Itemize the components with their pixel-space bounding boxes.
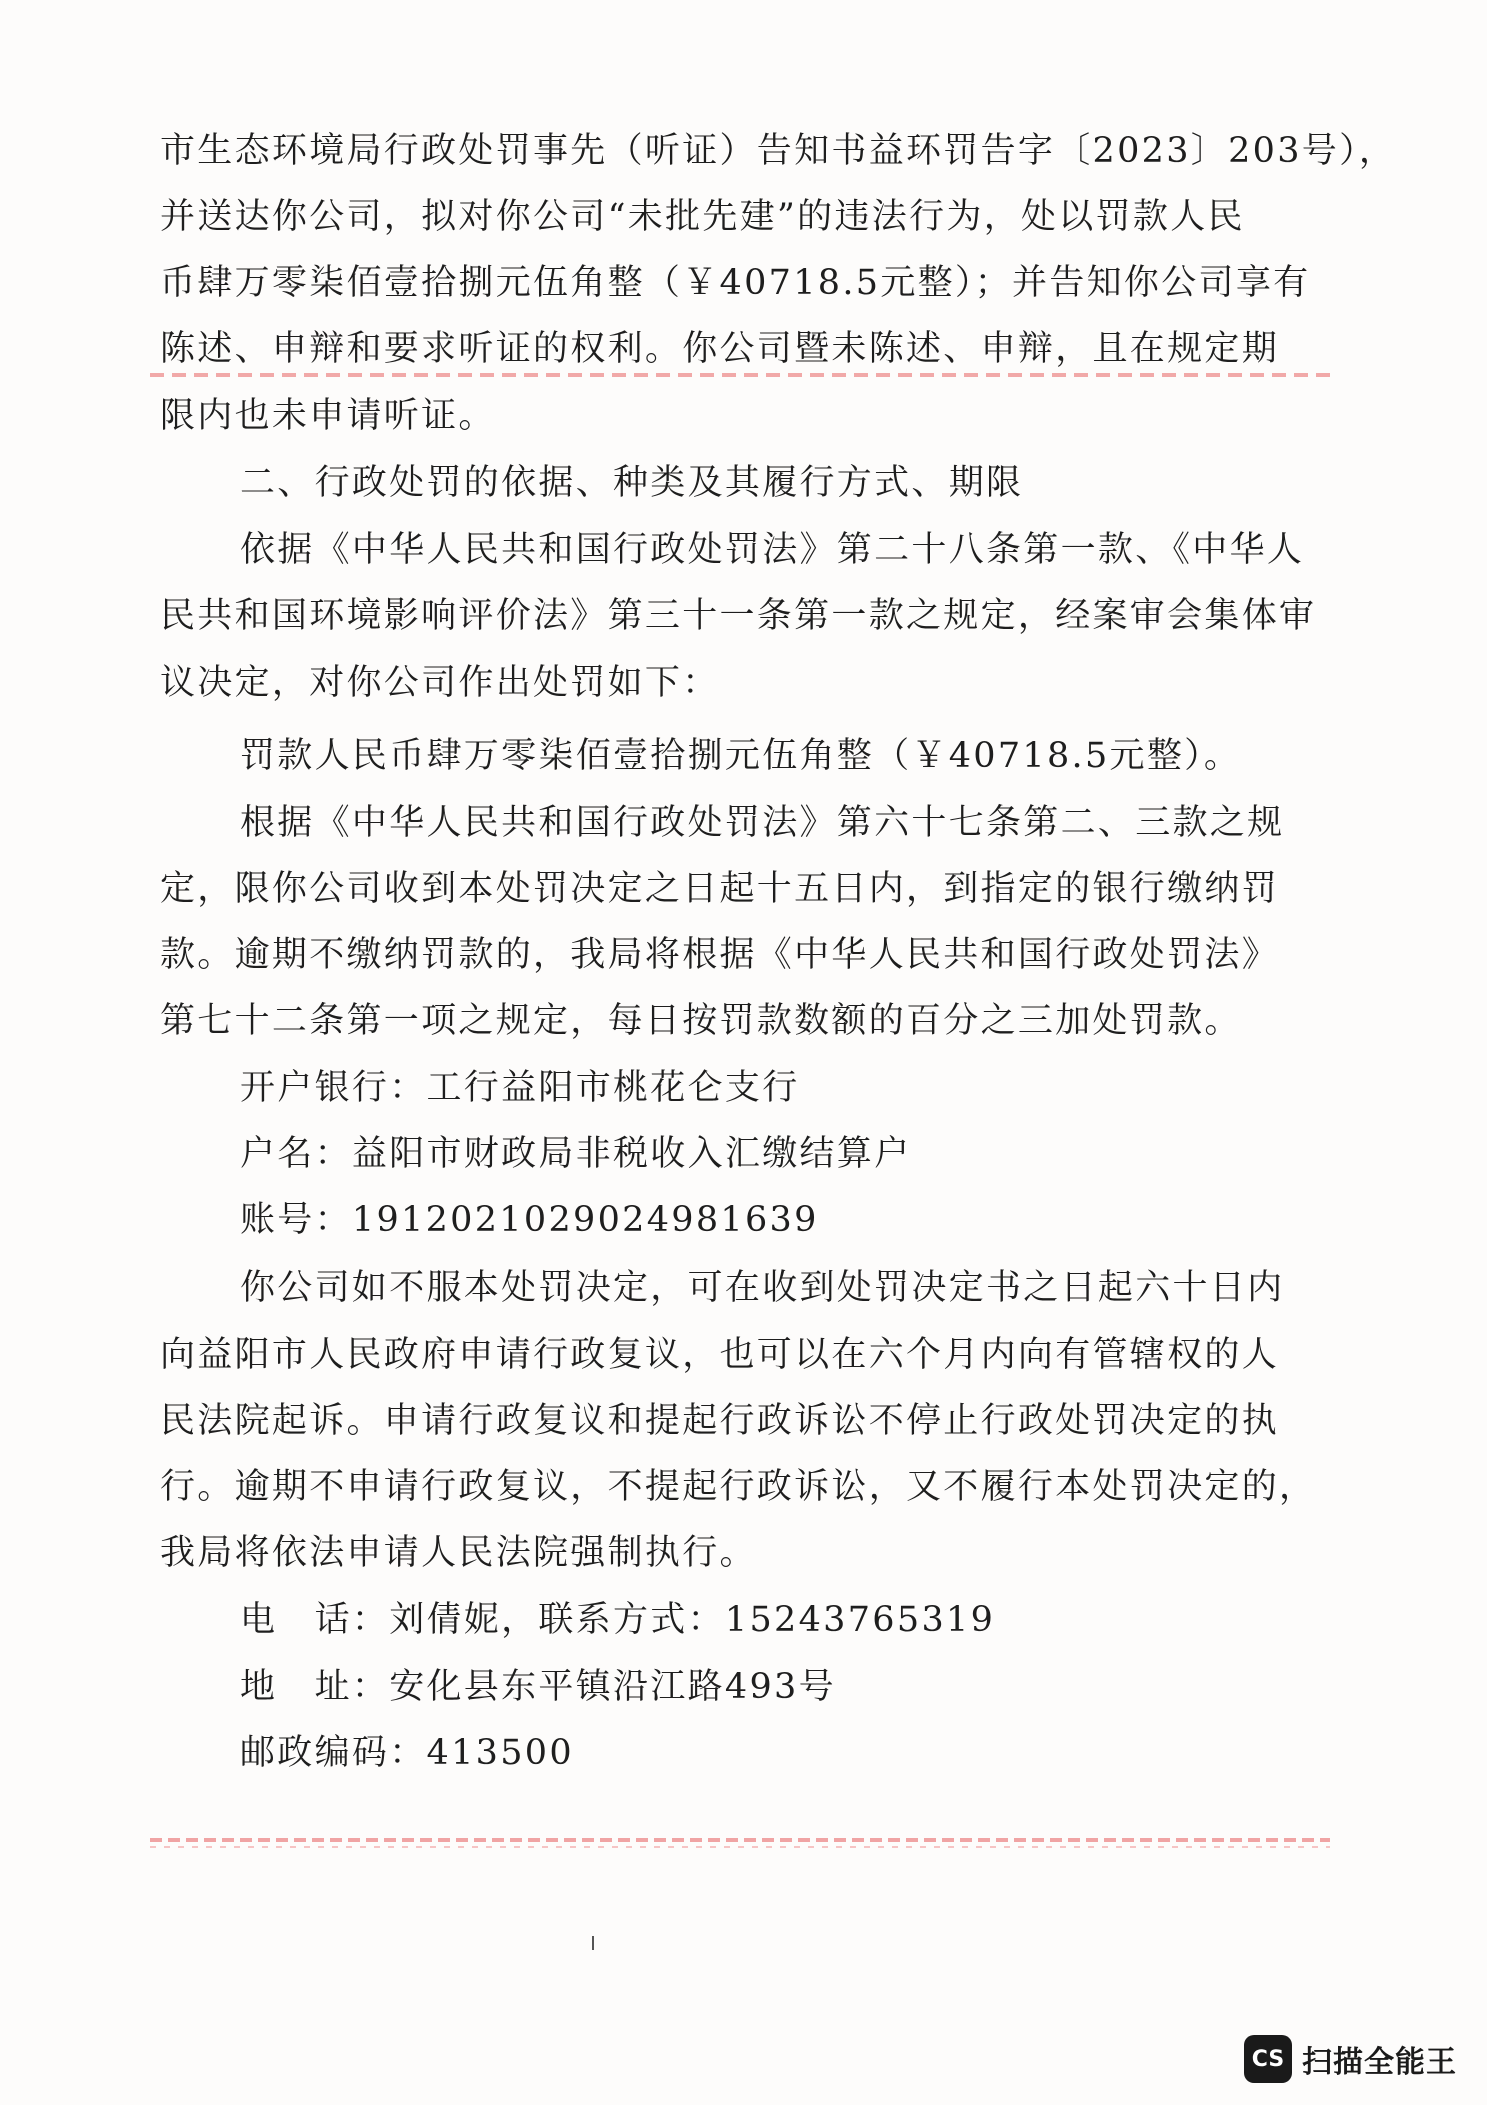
paragraph-line: 依据《中华人民共和国行政处罚法》第二十八条第一款、《中华人 <box>240 530 1305 570</box>
paragraph-line: 定，限你公司收到本处罚决定之日起十五日内，到指定的银行缴纳罚 <box>160 869 1280 909</box>
scan-speck <box>592 1936 594 1950</box>
scanner-watermark <box>1244 2035 1457 2083</box>
account-number-line: 账号：1912021029024981639 <box>240 1200 819 1240</box>
account-name-line: 户名：益阳市财政局非税收入汇缴结算户 <box>240 1134 912 1174</box>
watermark-label: 扫描全能王 <box>1302 2045 1457 2080</box>
section-heading: 二、行政处罚的依据、种类及其履行方式、期限 <box>240 463 1024 503</box>
address-line: 地 址：安化县东平镇沿江路493号 <box>240 1667 836 1707</box>
paragraph-line: 民共和国环境影响评价法》第三十一条第一款之规定，经案审会集体审 <box>160 596 1317 636</box>
red-dashed-rule <box>150 373 1330 377</box>
paragraph-line: 你公司如不服本处罚决定，可在收到处罚决定书之日起六十日内 <box>240 1268 1285 1308</box>
paragraph-line: 陈述、申辩和要求听证的权利。你公司暨未陈述、申辩，且在规定期 <box>160 329 1280 369</box>
paragraph-line: 我局将依法申请人民法院强制执行。 <box>160 1533 757 1573</box>
bank-line: 开户银行：工行益阳市桃花仑支行 <box>240 1068 800 1108</box>
paragraph-line: 款。逾期不缴纳罚款的，我局将根据《中华人民共和国行政处罚法》 <box>160 935 1280 975</box>
paragraph-line: 向益阳市人民政府申请行政复议，也可以在六个月内向有管辖权的人 <box>160 1335 1280 1375</box>
red-dashed-rule <box>150 1838 1330 1842</box>
camscanner-logo-icon: CS <box>1244 2035 1292 2083</box>
phone-line: 电 话：刘倩妮，联系方式：15243765319 <box>240 1600 996 1640</box>
paragraph-line: 行。逾期不申请行政复议，不提起行政诉讼，又不履行本处罚决定的， <box>160 1467 1317 1507</box>
paragraph-line: 议决定，对你公司作出处罚如下： <box>160 663 720 703</box>
paragraph-line: 根据《中华人民共和国行政处罚法》第六十七条第二、三款之规 <box>240 803 1285 843</box>
paragraph-line: 币肆万零柒佰壹拾捌元伍角整（￥40718.5元整）；并告知你公司享有 <box>160 263 1311 303</box>
paragraph-line: 民法院起诉。申请行政复议和提起行政诉讼不停止行政处罚决定的执 <box>160 1401 1280 1441</box>
paragraph-line: 第七十二条第一项之规定，每日按罚款数额的百分之三加处罚款。 <box>160 1001 1242 1041</box>
postcode-line: 邮政编码：413500 <box>240 1733 574 1773</box>
red-dashed-rule <box>150 1846 1330 1848</box>
penalty-line: 罚款人民币肆万零柒佰壹拾捌元伍角整（￥40718.5元整）。 <box>240 736 1242 776</box>
paragraph-line: 限内也未申请听证。 <box>160 396 496 436</box>
paragraph-line: 并送达你公司，拟对你公司“未批先建”的违法行为，处以罚款人民 <box>160 197 1245 237</box>
paragraph-line: 市生态环境局行政处罚事先（听证）告知书益环罚告字〔2023〕203号）， <box>160 131 1397 171</box>
